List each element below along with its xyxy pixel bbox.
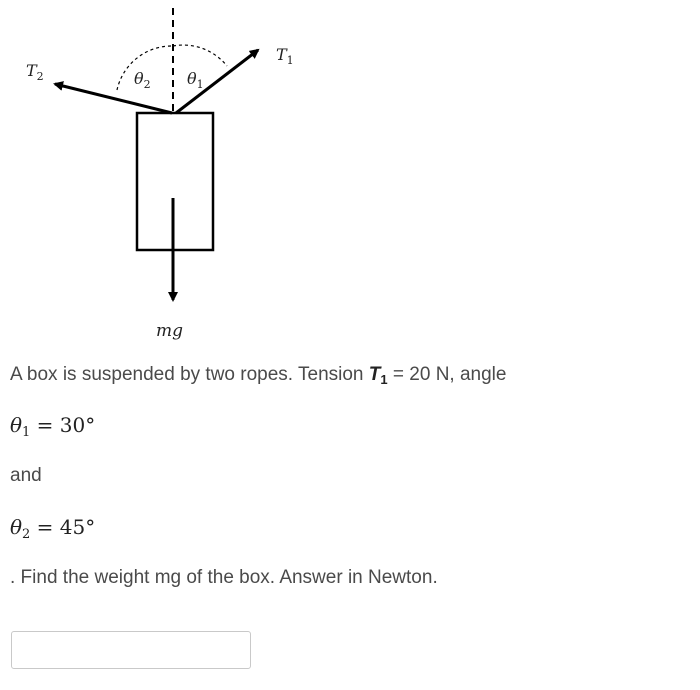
theta2-label: $\theta_2$ xyxy=(134,69,151,91)
weight-label: mg xyxy=(156,321,184,341)
problem-intro-line xyxy=(10,364,506,387)
question-text: . Find the weight mg of the box. Answer in Newton. xyxy=(10,567,438,588)
tension-t2-arrow xyxy=(55,84,172,113)
t1-label: $T_1$ xyxy=(276,45,294,67)
t2-label: $T_2$ xyxy=(26,61,44,83)
answer-input[interactable] xyxy=(11,631,251,669)
theta1-angle-arc xyxy=(173,45,227,66)
connector-text: and xyxy=(10,465,42,486)
theta2-equation: $\theta_2 = 45^\circ$ xyxy=(10,515,96,542)
suspended-box xyxy=(137,113,213,250)
problem-intro-text: A box is suspended by two ropes. Tension xyxy=(10,364,364,385)
theta1-label: $\theta_1$ xyxy=(187,69,204,91)
tension-symbol: $T_1$ xyxy=(368,364,388,387)
tension-value-text: = 20 N, angle xyxy=(392,364,507,385)
theta1-equation: $\theta_1 = 30^\circ$ xyxy=(10,413,96,440)
